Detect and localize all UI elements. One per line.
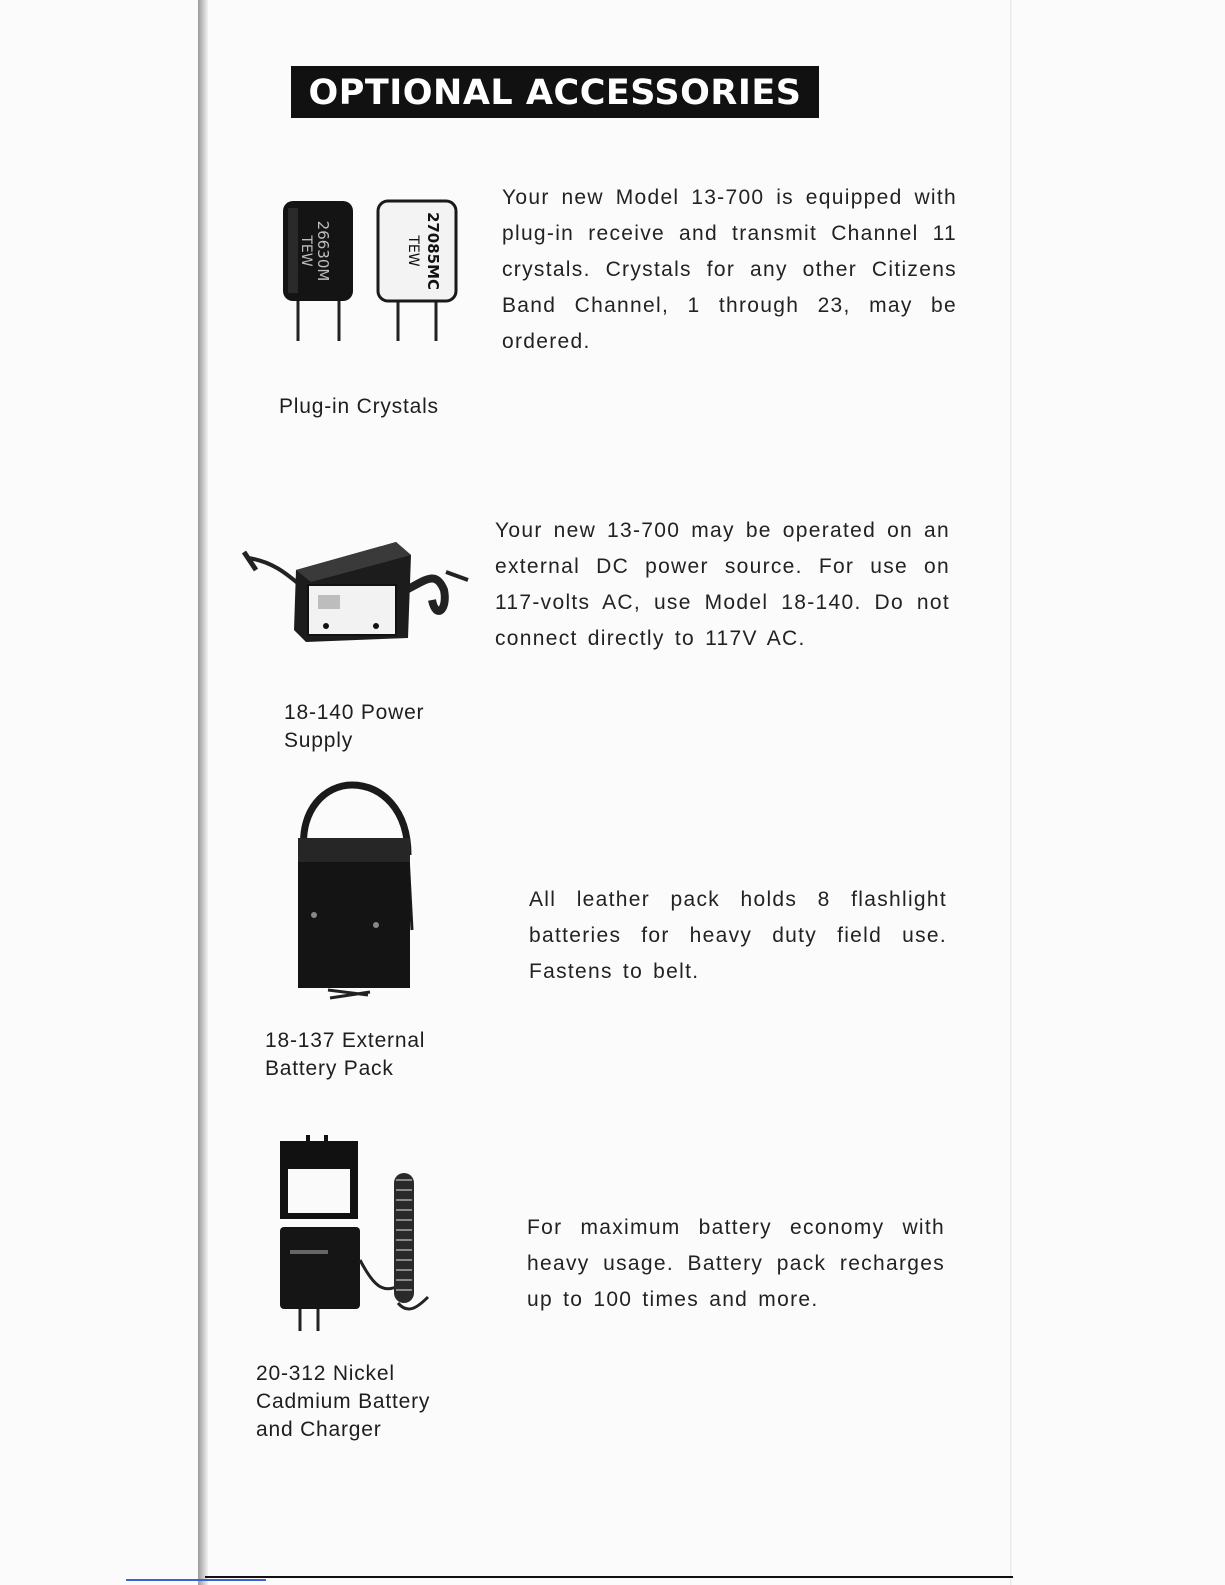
page-binding-edge <box>198 0 208 1585</box>
battery-charger-description: For maximum battery economy with heavy usage. Battery pack recharges up to 100 times and more. <box>527 1216 945 1311</box>
battery-charger-caption: 20-312 Nickel Cadmium Battery and Charger <box>256 1362 431 1441</box>
crystals-description: Your new Model 13-700 is equipped with plug-in receive and transmit Channel 11 crystals. Crystals for any other Citizens Band Channel, 1 through 23, may be ordered. <box>502 186 957 353</box>
crystal-1-brand: TEW <box>298 235 314 267</box>
bottom-link-underline <box>126 1579 266 1581</box>
crystal-2-brand: TEW <box>405 235 421 267</box>
battery-pack-description: All leather pack holds 8 flashlight batteries for heavy duty field use. Fastens to belt. <box>529 888 947 983</box>
plug-in-crystals-image <box>278 196 463 348</box>
power-supply-image <box>236 530 486 655</box>
power-supply-caption: 18-140 Power Supply <box>284 701 425 752</box>
battery-pack-caption: 18-137 External Battery Pack <box>265 1029 426 1080</box>
section-title-banner: OPTIONAL ACCESSORIES <box>291 66 819 118</box>
battery-pack-image <box>290 780 425 1005</box>
power-supply-description: Your new 13-700 may be operated on an external DC power source. For use on 117-volts AC, use Model 18-140. Do not connect directly to 117V AC. <box>495 519 950 650</box>
page-bottom-border <box>205 1576 1013 1578</box>
crystals-caption: Plug-in Crystals <box>279 395 439 418</box>
crystal-1-label: 26630M <box>314 220 332 282</box>
battery-charger-image <box>278 1135 438 1335</box>
page-right-edge <box>1010 0 1013 1585</box>
crystal-2-label: 27085MC <box>424 211 442 291</box>
